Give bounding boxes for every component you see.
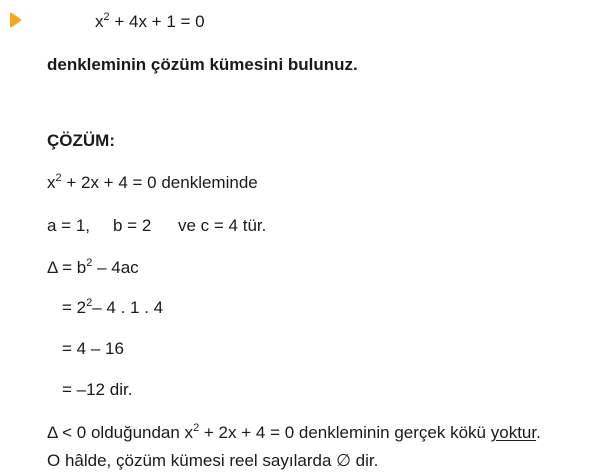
conclusion-exponent: 2	[193, 422, 200, 434]
delta-rest: – 4ac	[92, 258, 139, 277]
solution-heading: ÇÖZÜM:	[47, 131, 115, 150]
delta-lhs: Δ = b	[47, 258, 87, 277]
coefficient-a: a = 1,	[47, 216, 91, 235]
conclusion-mid: + 2x + 4 = 0 denkleminin gerçek kökü	[199, 423, 491, 442]
delta-exponent: 2	[86, 257, 93, 269]
conclusion-line-2: O hâlde, çözüm kümesi reel sayılarda ∅ dir.	[47, 451, 379, 470]
problem-equation	[95, 12, 205, 32]
step1-exponent: 2	[86, 297, 93, 309]
step1-rest: – 4 . 1 . 4	[92, 298, 164, 317]
eq-rest: + 4x + 1 = 0	[109, 12, 205, 31]
conclusion-pre: Δ < 0 olduğundan x	[47, 423, 194, 442]
sol-eq-rest: + 2x + 4 = 0 denkleminde	[61, 173, 258, 192]
sol-eq-base: x	[47, 173, 56, 192]
conclusion-line-1	[47, 423, 541, 443]
conclusion-post: .	[536, 423, 541, 442]
coefficient-b: b = 2	[113, 216, 152, 235]
step-3: = –12 dir.	[62, 380, 133, 399]
step-2: = 4 – 16	[62, 339, 124, 358]
coefficient-c: ve c = 4 tür.	[178, 216, 267, 235]
sol-eq-exponent: 2	[55, 172, 62, 184]
problem-instruction: denkleminin çözüm kümesini bulunuz.	[47, 55, 358, 74]
solution-equation	[47, 173, 258, 193]
eq-base: x	[95, 12, 104, 31]
step1-lhs: = 2	[62, 298, 87, 317]
step-1	[62, 298, 163, 318]
eq-exponent: 2	[103, 11, 110, 23]
play-marker-icon	[8, 12, 22, 28]
delta-formula	[47, 258, 139, 278]
conclusion-underlined: yoktur	[490, 423, 537, 442]
